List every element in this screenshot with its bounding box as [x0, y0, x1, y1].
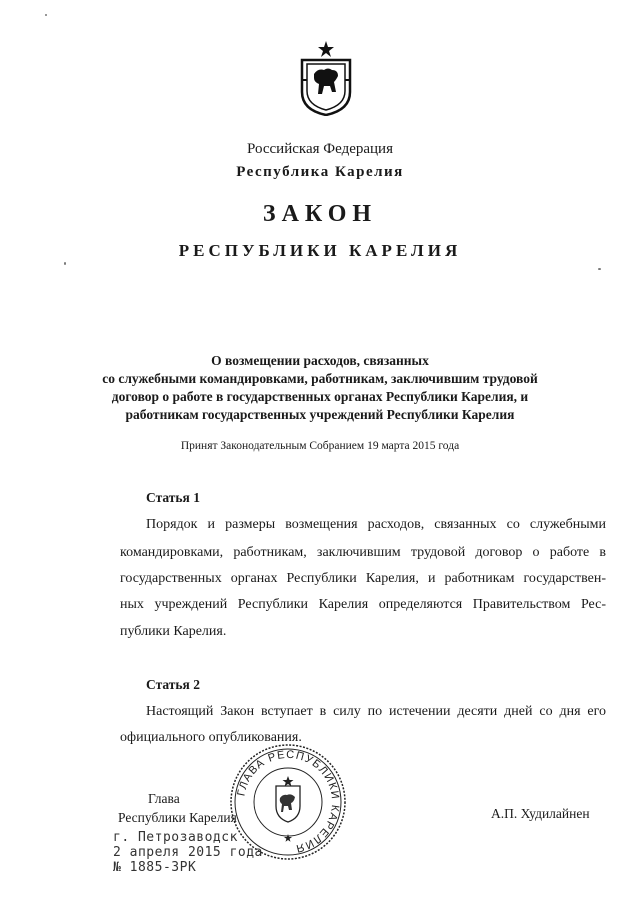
article-1-line: командировками, работникам, заключившим трудовой договор о работе в: [120, 545, 606, 560]
signatory-title-line2: Республики Карелия: [118, 810, 237, 825]
signatory-name: А.П. Худилайнен: [491, 806, 590, 821]
official-seal: [228, 742, 348, 862]
scan-speck: [45, 14, 47, 16]
law-title: [0, 352, 640, 424]
signatory-title: Глава: [148, 791, 180, 806]
article-2-heading: Статья 2: [146, 677, 200, 692]
article-1-heading: Статья 1: [146, 490, 200, 505]
law-title-line: со служебными командировками, работникам, заключившим трудовой: [102, 371, 538, 386]
scan-speck: [64, 262, 66, 265]
scan-speck: [598, 268, 601, 270]
law-title-line: работникам государственных учреждений Республики Карелия: [125, 407, 515, 422]
stamp-number: № 1885-ЗРК: [113, 860, 197, 875]
seal-text: ГЛАВА РЕСПУБЛИКИ КАРЕЛИЯ: [235, 748, 342, 855]
law-title-line: договор о работе в государственных органах Республики Карелия, и: [111, 389, 529, 404]
article-2-line: Настоящий Закон вступает в силу по истечении десяти дней со дня его: [146, 704, 606, 719]
country-name: Российская Федерация: [247, 141, 393, 157]
article-1-line: публики Карелия.: [120, 624, 227, 639]
document-type-subtitle: РЕСПУБЛИКИ КАРЕЛИЯ: [178, 241, 462, 260]
article-1-line: ных учреждений Республики Карелия определяются Правительством Рес-: [120, 597, 606, 612]
stamp-date: 2 апреля 2015 года: [113, 845, 263, 860]
article-2-line: официального опубликования.: [120, 730, 302, 745]
adoption-note: Принят Законодательным Собранием 19 марта 2015 года: [180, 440, 460, 452]
coat-of-arms-emblem: [298, 40, 354, 116]
stamp-city: г. Петрозаводск: [113, 830, 238, 845]
republic-name: Республика Карелия: [236, 164, 404, 180]
article-1-line: государственных органах Республики Карелия, и работникам государствен-: [120, 571, 606, 586]
document-type: ЗАКОН: [262, 201, 378, 227]
article-1-line: Порядок и размеры возмещения расходов, связанных со служебными: [146, 517, 606, 532]
law-title-line: О возмещении расходов, связанных: [211, 353, 429, 368]
